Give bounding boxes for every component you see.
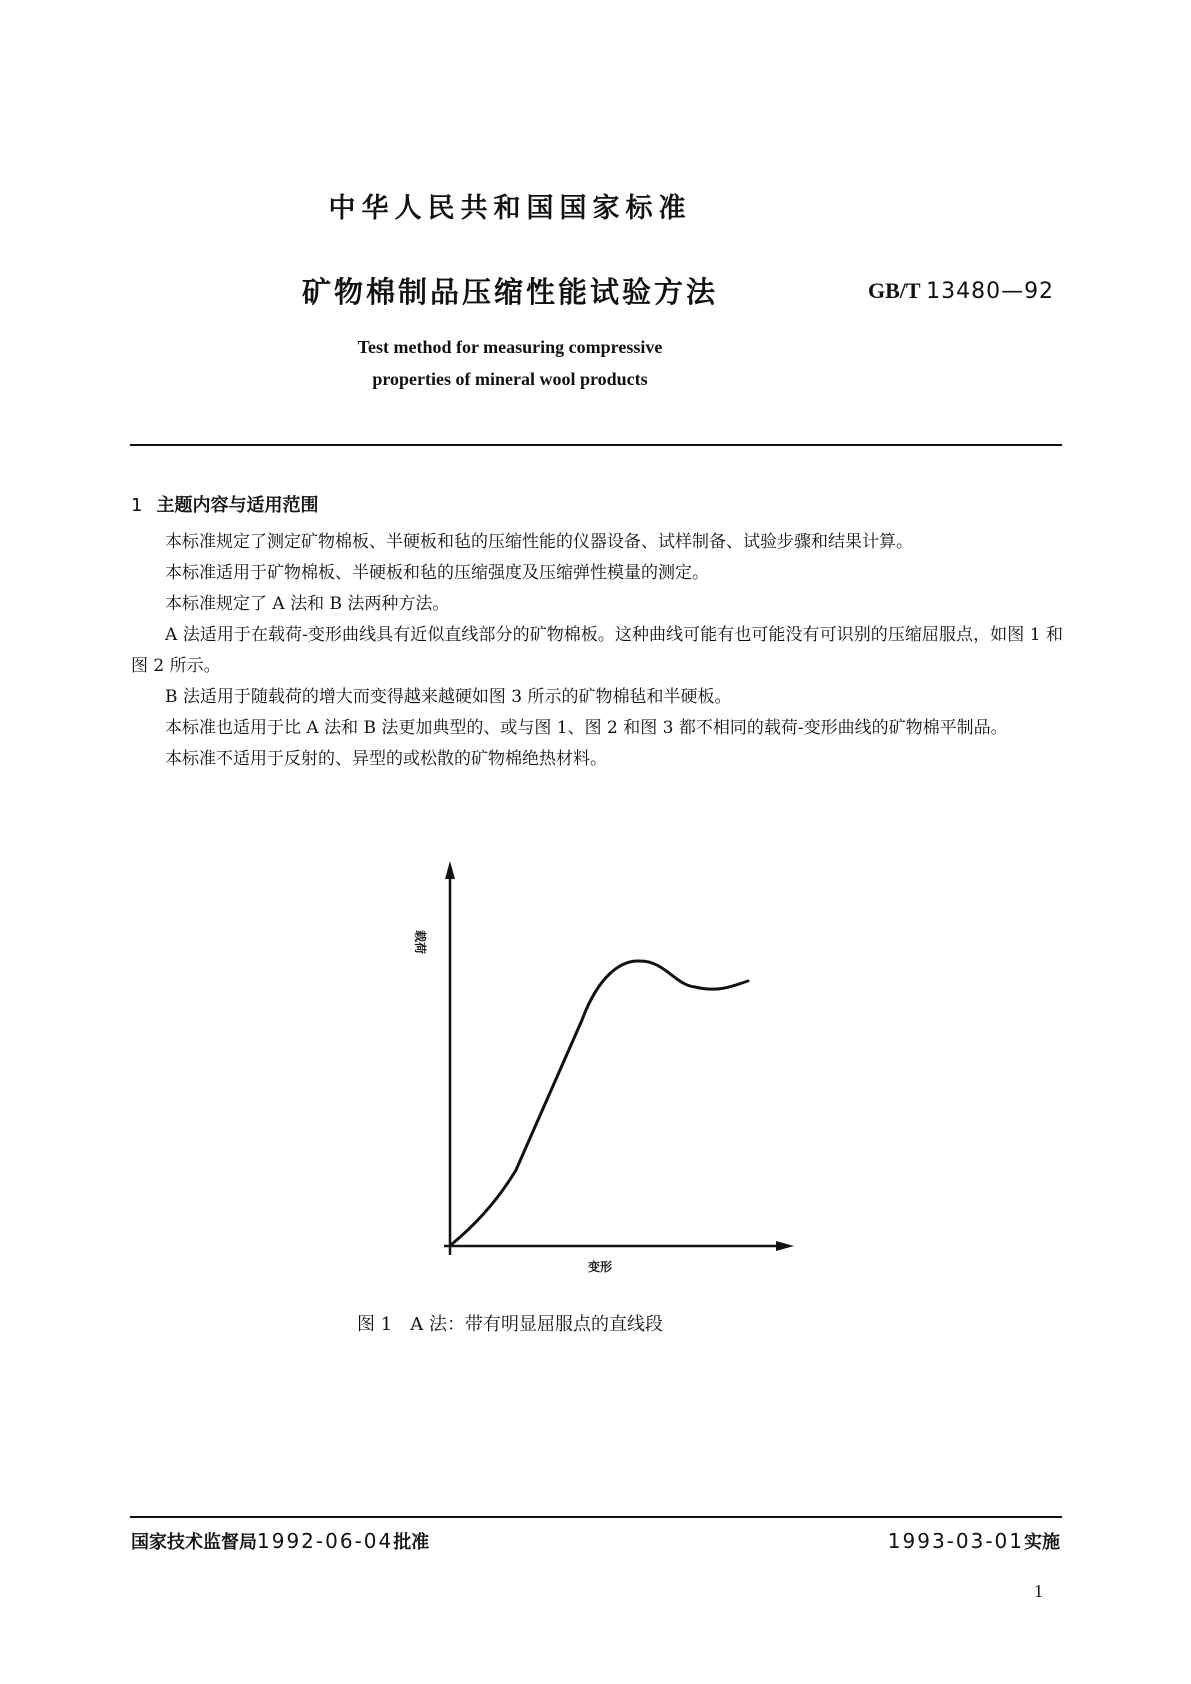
section-1-heading xyxy=(131,491,318,517)
footer-divider xyxy=(130,1516,1062,1518)
standard-code-number: 13480—92 xyxy=(926,279,1055,304)
y-axis-label: 载荷 xyxy=(413,930,427,955)
figure-1-caption: 图 1 A 法：带有明显屈服点的直线段 xyxy=(357,1314,663,1335)
approval-suffix: 批准 xyxy=(393,1532,430,1553)
figure-1-load-deformation-curve xyxy=(413,855,800,1275)
paragraph: 本标准适用于矿物棉板、半硬板和毡的压缩强度及压缩弹性模量的测定。 xyxy=(165,563,709,583)
section-1-title: 主题内容与适用范围 xyxy=(156,495,319,516)
y-axis-arrow xyxy=(445,861,455,879)
paragraph: 本标准规定了测定矿物棉板、半硬板和毡的压缩性能的仪器设备、试样制备、试验步骤和结果计算。 xyxy=(165,532,913,552)
x-axis-label: 变形 xyxy=(587,1260,613,1274)
header-divider xyxy=(130,444,1062,446)
standard-code-prefix: GB/T xyxy=(868,278,921,303)
paragraph: 本标准不适用于反射的、异型的或松散的矿物棉绝热材料。 xyxy=(165,749,607,769)
section-1-body xyxy=(131,527,1063,775)
national-standard-heading: 中华人民共和国国家标准 xyxy=(328,193,692,224)
implement-date: 1993-03-01 xyxy=(887,1529,1024,1553)
paragraph: A 法适用于在载荷-变形曲线具有近似直线部分的矿物棉板。这种曲线可能有也可能没有可识别的压缩屈服点，如图 1 和图 2 所示。 xyxy=(131,625,1063,676)
implementation-info xyxy=(888,1528,1060,1554)
paragraph: 本标准规定了 A 法和 B 法两种方法。 xyxy=(165,594,450,614)
page-number: 1 xyxy=(1034,1581,1043,1601)
approval-date: 1992-06-04 xyxy=(257,1529,394,1553)
standard-title-en-line2: properties of mineral wool products xyxy=(372,369,648,389)
approval-org: 国家技术监督局 xyxy=(131,1532,257,1553)
paragraph: 本标准也适用于比 A 法和 B 法更加典型的、或与图 1、图 2 和图 3 都不相同的载荷-变形曲线的矿物棉平制品。 xyxy=(165,718,1008,738)
section-1-number: 1 xyxy=(131,495,143,516)
implement-suffix: 实施 xyxy=(1024,1532,1060,1553)
load-curve xyxy=(452,961,748,1244)
approval-info xyxy=(131,1528,429,1554)
standard-code xyxy=(868,278,1054,304)
standard-title-cn: 矿物棉制品压缩性能试验方法 xyxy=(301,275,718,309)
paragraph: B 法适用于随载荷的增大而变得越来越硬如图 3 所示的矿物棉毡和半硬板。 xyxy=(165,687,732,707)
standard-title-en-line1: Test method for measuring compressive xyxy=(357,337,663,357)
x-axis-arrow xyxy=(776,1241,794,1251)
